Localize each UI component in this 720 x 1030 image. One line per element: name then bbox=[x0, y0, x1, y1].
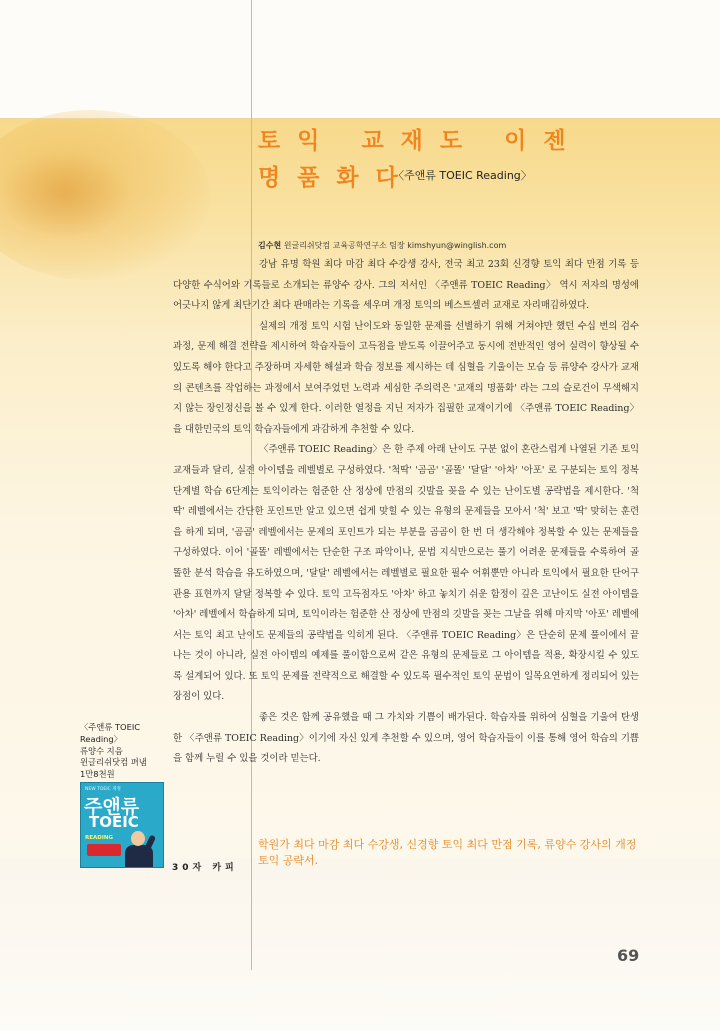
page-number: 69 bbox=[617, 946, 640, 965]
byline-detail: 윈글리쉬닷컴 교육공학연구소 팀장 kimshyun@winglish.com bbox=[283, 241, 507, 250]
byline-name: 김수현 bbox=[258, 241, 282, 250]
bottom-band bbox=[0, 858, 720, 1030]
book-caption bbox=[80, 722, 166, 781]
top-divider bbox=[0, 118, 720, 119]
paragraph: 실제의 개정 토익 시험 난이도와 동일한 문제를 선별하기 위해 거쳐야만 했던 수십 번의 검수 과정, 문제 해결 전략을 제시하여 학습자들이 고득점을 받도록 이끌어주고 동시에 전반적인 영어 실력이 향상될 수 있도록 해야 한다고 주장하며 자세한 해설과 학습 정보를 제시하는 데 심혈을 기울이는 모습 등 류양수 강사가 교재의 콘텐츠를 작업하는 과정에서 보여주었던 노력과 세심한 주의력은 '교재의 명품화' 라는 그의 슬로건이 무색해지지 않는 장인정신을 볼 수 있게 한다. 이러한 열정을 지닌 저자가 집필한 교재이기에 〈주앤류 TOEIC Reading〉을 대한민국의 토익 학습자들에게 과감하게 추천할 수 있다. bbox=[173, 320, 639, 435]
book-caption-line: 〈주앤류 TOEIC bbox=[80, 722, 141, 732]
cover-title-korean: 주앤류 bbox=[84, 796, 140, 818]
cover-badge bbox=[87, 844, 121, 856]
watercolor-splash-dark bbox=[0, 150, 130, 240]
article-subtitle: 〈주앤류 TOEIC Reading〉 bbox=[393, 169, 532, 182]
book-caption-line: 윈글리쉬닷컴 펴냄 bbox=[80, 757, 147, 768]
cover-person-arm bbox=[144, 834, 156, 851]
paragraph: 강남 유명 학원 최다 마감 최다 수강생 강사, 전국 최고 23회 신경향 토익 최다 만점 기록 등 다양한 수식어와 기록들로 소개되는 류양수 강사. 그의 저서인 〈주앤류 TOEIC Reading〉 역시 저자의 명성에 어긋나지 않게 최단기간 최다 판매라는 기록을 세우며 개정 토익의 베스트셀러 교재로 자리매김하였다. bbox=[173, 259, 639, 312]
article-title-line2: 명품화다 bbox=[258, 165, 415, 191]
paragraph: 좋은 것은 함께 공유했을 때 그 가치와 기쁨이 배가된다. 학습자를 위하여 심혈을 기울여 탄생한 〈주앤류 TOEIC Reading〉이기에 자신 있게 추천할 수 있으며, 영어 학습자들이 이를 통해 영어 학습의 기쁨을 함께 누릴 수 있을 것이라 믿는다. bbox=[173, 712, 639, 765]
book-caption-line: 1만8천원 bbox=[80, 769, 115, 780]
byline bbox=[258, 240, 506, 251]
cover-reading-label: READING bbox=[85, 835, 113, 841]
cover-title-english: TOEIC bbox=[89, 813, 139, 831]
cover-top-text: NEW TOEIC 개정 bbox=[85, 787, 121, 792]
book-caption-line: 류양수 지음 bbox=[80, 745, 123, 756]
book-cover-image bbox=[80, 782, 164, 868]
book-caption-line: Reading〉 bbox=[80, 733, 122, 744]
cover-person-head bbox=[131, 831, 145, 846]
copy-text: 학원가 최다 마감 최다 수강생, 신경향 토익 최다 만점 기록, 류양수 강사의 개정 토익 공략서. bbox=[258, 838, 637, 867]
article-body bbox=[173, 255, 639, 770]
copy-label: 30자 카피 bbox=[172, 863, 238, 873]
article-title-line1: 토익 교재도 이젠 bbox=[258, 128, 583, 154]
paragraph: 〈주앤류 TOEIC Reading〉은 한 주제 아래 난이도 구분 없이 혼란스럽게 나열된 기존 토익 교재들과 달리, 실전 아이템을 레벨별로 구성하였다. '척딱' '곰곰' '골똘' '달달' '아차' '아포' 로 구분되는 토익 정복 단계별 학습 6단계는 토익이라는 험준한 산 정상에 만점의 깃발을 꽂을 수 있는 난이도별 공략법을 제시한다. '척딱' 레벨에서는 간단한 포인트만 알고 있으면 쉽게 맞힐 수 있는 유형의 문제들을 모아서 '척' 보고 '딱' 맞히는 훈련을 하게 되며, '곰곰' 레벨에서는 문제의 포인트가 되는 부분을 곰곰이 한 번 더 생각해야 정복할 수 있는 문제들을 구성하였다. 이어 '골똘' 레벨에서는 단순한 구조 파악이나, 문법 지식만으로는 풀기 어려운 문제들을 수록하여 골똘한 분석 학습을 유도하였으며, '달달' 레벨에서는 레벨별로 필요한 필수 어휘뿐만 아니라 토익에서 필요한 단어구 관용 표현까지 달달 정복할 수 있다. 토익 고득점자도 '아차' 하고 놓치기 쉬운 함정이 깊은 고난이도 실전 아이템을 '아차' 레벨에서 학습하게 되며, 토익이라는 험준한 산 정상에 만점의 깃발을 꽂는 그날을 위해 마지막 '아포' 레벨에서는 토익 최고 난이도 문제들의 공략법을 익히게 된다. 〈주앤류 TOEIC Reading〉은 단순히 문제 풀이에서 끝나는 것이 아니라, 실전 아이템의 예제를 풀이함으로써 같은 유형의 문제들로 그 아이템을 적용, 확장시킬 수 있도록 설계되어 있다. 또 토익 문제를 전략적으로 해결할 수 있도록 필수적인 토익 문법이 일목요연하게 정리되어 있는 장점이 있다. bbox=[173, 444, 639, 703]
